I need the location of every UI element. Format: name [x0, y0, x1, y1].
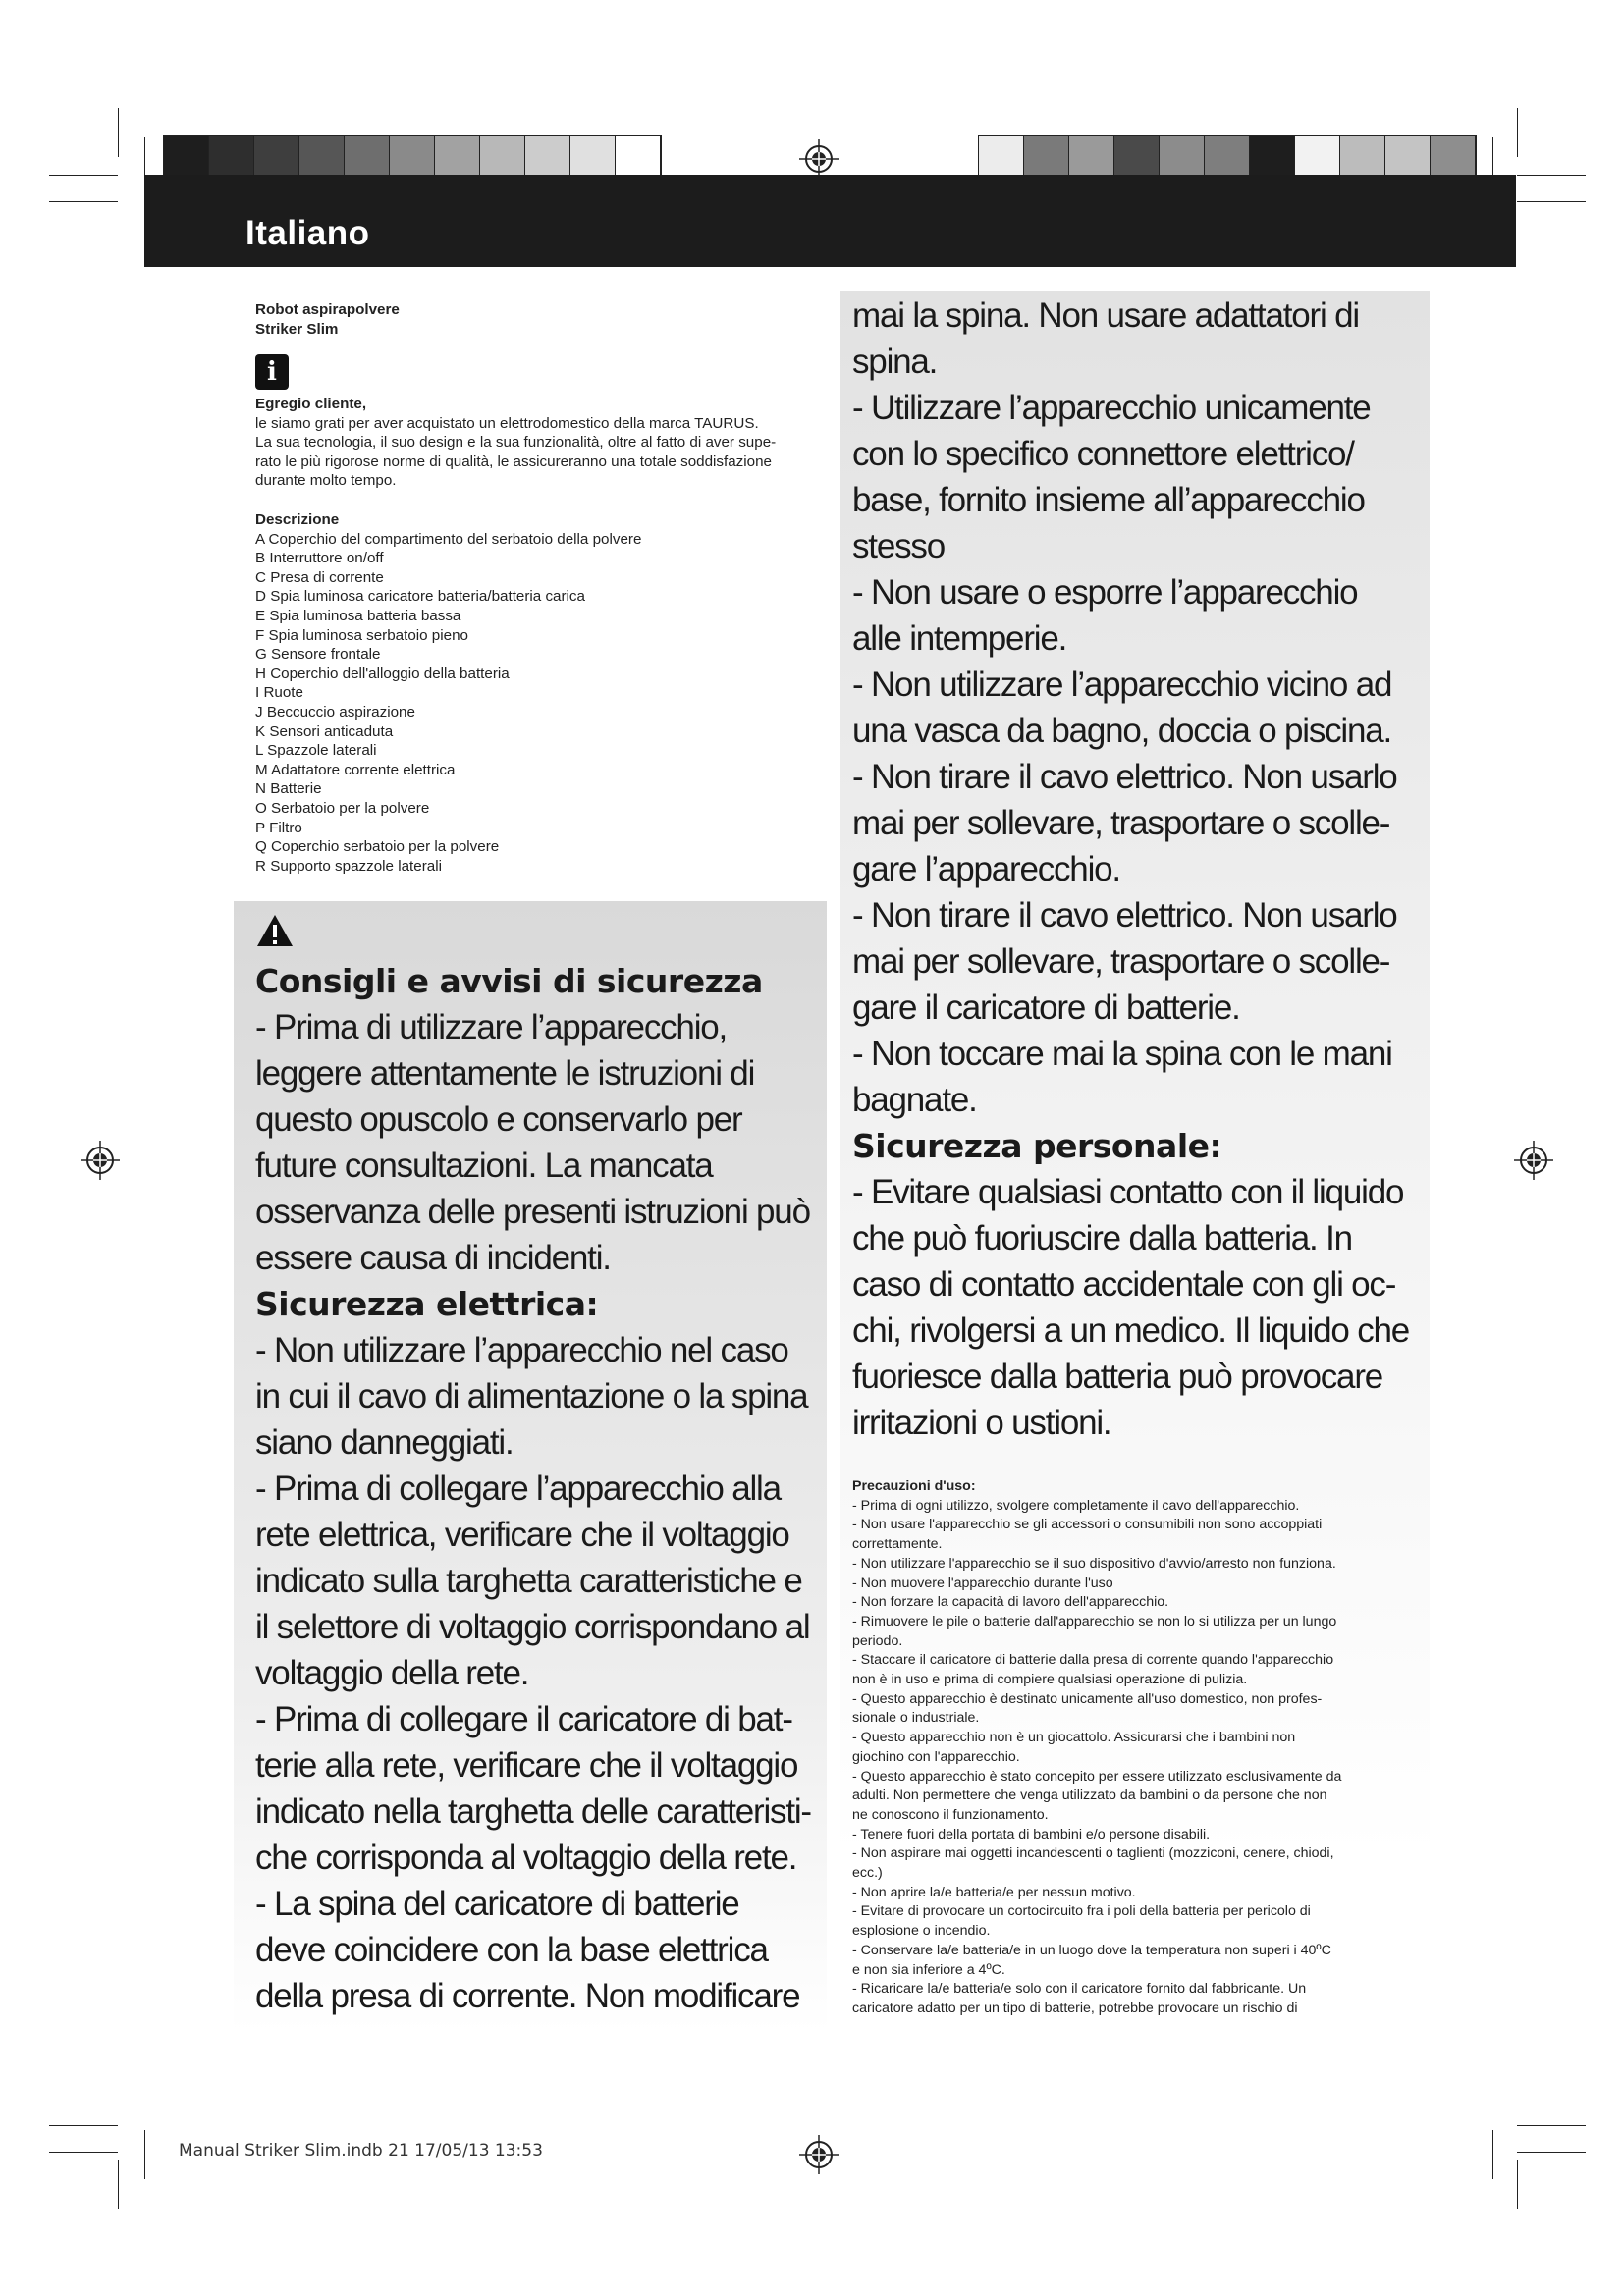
description-item: H Coperchio dell'alloggio della batteria: [255, 665, 510, 682]
electric-safety-title: Sicurezza elettrica:: [255, 1285, 599, 1323]
crop-mark: [1492, 2130, 1493, 2179]
precaution-line: - Non usare l'apparecchio se gli accessori o consumibili non sono accoppiati: [852, 1517, 1323, 1533]
text-line: che corrisponda al voltaggio della rete.: [255, 1839, 797, 1877]
text-line: in cui il cavo di alimentazione o la spina: [255, 1377, 808, 1415]
registration-mark-icon: [799, 2135, 839, 2174]
color-swatch: [1114, 136, 1160, 180]
description-item: A Coperchio del compartimento del serbatoio della polvere: [255, 530, 642, 548]
intro-text: [255, 414, 825, 491]
color-swatch: [345, 136, 390, 180]
color-swatch: [1069, 136, 1114, 180]
registration-mark-icon: [81, 1141, 120, 1180]
text-line: essere causa di incidenti.: [255, 1239, 611, 1277]
safety-intro-text: [255, 1004, 825, 1281]
crop-mark: [49, 2152, 118, 2153]
warning-triangle-icon: [255, 913, 295, 948]
electric-safety-text-continued: [852, 293, 1422, 1123]
electric-safety-text: [255, 1327, 825, 2019]
description-title: Descrizione: [255, 511, 340, 528]
text-line: deve coincidere con la base elettrica: [255, 1931, 768, 1969]
description-item: D Spia luminosa caricatore batteria/batteria carica: [255, 588, 585, 606]
crop-mark: [1517, 175, 1586, 176]
color-swatch: [1024, 136, 1069, 180]
color-swatch: [209, 136, 254, 180]
intro-line: durante molto tempo.: [255, 472, 397, 490]
safety-column-left: [255, 958, 825, 2019]
crop-mark: [1517, 2125, 1586, 2126]
precaution-line: - Questo apparecchio è stato concepito per essere utilizzato esclusivamente da: [852, 1768, 1342, 1785]
description-item: E Spia luminosa batteria bassa: [255, 607, 461, 624]
product-name-line1: Robot aspirapolvere: [255, 301, 400, 318]
safety-column-right: [852, 293, 1422, 1446]
precaution-line: - Non aspirare mai oggetti incandescenti o taglienti (mozziconi, cenere, chiodi,: [852, 1845, 1334, 1862]
text-line: - Non toccare mai la spina con le mani: [852, 1035, 1392, 1073]
color-swatch: [1160, 136, 1205, 180]
text-line: rete elettrica, verificare che il voltaggio: [255, 1516, 789, 1554]
text-line: della presa di corrente. Non modificare: [255, 1977, 800, 2015]
color-swatch: [979, 136, 1024, 180]
description-item: K Sensori anticaduta: [255, 722, 394, 740]
text-line: gare il caricatore di batterie.: [852, 988, 1240, 1027]
precaution-line: - Non utilizzare l'apparecchio se il suo dispositivo d'avvio/arresto non funziona.: [852, 1555, 1336, 1572]
text-line: spina.: [852, 343, 938, 381]
text-line: osservanza delle presenti istruzioni può: [255, 1193, 810, 1231]
description-item: F Spia luminosa serbatoio pieno: [255, 626, 468, 644]
description-item: N Batterie: [255, 780, 322, 798]
color-swatch: [390, 136, 435, 180]
precaution-line: - Questo apparecchio non è un giocattolo. Assicurarsi che i bambini non: [852, 1730, 1296, 1746]
product-title: [255, 300, 400, 339]
description-item: G Sensore frontale: [255, 646, 381, 664]
registration-mark-icon: [1514, 1141, 1553, 1180]
product-name-line2: Striker Slim: [255, 320, 339, 338]
precaution-line: - Tenere fuori della portata di bambini e/o persone disabili.: [852, 1826, 1211, 1842]
color-swatch: [1205, 136, 1250, 180]
color-swatch: [164, 136, 209, 180]
safety-title: Consigli e avvisi di sicurezza: [255, 962, 763, 1000]
color-swatch: [1340, 136, 1385, 180]
description-item: L Spazzole laterali: [255, 742, 377, 760]
color-swatch: [1250, 136, 1295, 180]
registration-mark-icon: [799, 139, 839, 179]
description-section: [255, 510, 825, 876]
color-swatch: [1385, 136, 1431, 180]
page-language-title: Italiano: [245, 214, 370, 252]
text-line: voltaggio della rete.: [255, 1654, 529, 1692]
precaution-line: periodo.: [852, 1632, 903, 1649]
text-line: questo opuscolo e conservarlo per: [255, 1100, 742, 1139]
crop-mark: [1517, 201, 1586, 202]
text-line: - Prima di collegare l’apparecchio alla: [255, 1469, 781, 1508]
text-line: gare l’apparecchio.: [852, 850, 1120, 888]
text-line: mai per sollevare, trasportare o scolle-: [852, 942, 1390, 981]
intro-section: [255, 395, 825, 491]
text-line: stesso: [852, 527, 945, 565]
text-line: mai per sollevare, trasportare o scolle-: [852, 804, 1390, 842]
text-line: - Prima di utilizzare l’apparecchio,: [255, 1008, 728, 1046]
text-line: - Non utilizzare l’apparecchio nel caso: [255, 1331, 788, 1369]
text-line: alle intemperie.: [852, 619, 1067, 658]
text-line: - La spina del caricatore di batterie: [255, 1885, 739, 1923]
text-line: indicato sulla targhetta caratteristiche e: [255, 1562, 802, 1600]
precaution-line: ne conoscono il funzionamento.: [852, 1806, 1049, 1823]
precaution-line: adulti. Non permettere che venga utilizzato da bambini o da persone che non: [852, 1788, 1327, 1804]
description-item: O Serbatoio per la polvere: [255, 799, 430, 817]
text-line: mai la spina. Non usare adattatori di: [852, 296, 1359, 335]
crop-mark: [118, 2160, 119, 2209]
precaution-line: - Rimuovere le pile o batterie dall'apparecchio se non lo si utilizza per un lungo: [852, 1613, 1337, 1629]
precautions-list: [852, 1497, 1422, 2019]
text-line: fuoriesce dalla batteria può provocare: [852, 1358, 1383, 1396]
color-swatch: [480, 136, 525, 180]
text-line: - Non usare o esporre l’apparecchio: [852, 573, 1358, 612]
text-line: future consultazioni. La mancata: [255, 1147, 713, 1185]
intro-line: La sua tecnologia, il suo design e la sua funzionalità, oltre al fatto di aver supe-: [255, 434, 777, 452]
text-line: indicato nella targhetta delle caratteristi-: [255, 1792, 811, 1831]
precaution-line: ecc.): [852, 1865, 883, 1882]
precaution-line: - Non forzare la capacità di lavoro dell'apparecchio.: [852, 1594, 1169, 1611]
text-line: - Prima di collegare il caricatore di bat-: [255, 1700, 792, 1738]
intro-line: le siamo grati per aver acquistato un elettrodomestico della marca TAURUS.: [255, 414, 759, 432]
crop-mark: [49, 201, 118, 202]
text-line: bagnate.: [852, 1081, 977, 1119]
precaution-line: esplosione o incendio.: [852, 1923, 991, 1940]
precautions-title: Precauzioni d'uso:: [852, 1478, 976, 1494]
text-line: caso di contatto accidentale con gli oc-: [852, 1265, 1396, 1304]
precaution-line: - Non muovere l'apparecchio durante l'uso: [852, 1575, 1113, 1591]
greeting: Egregio cliente,: [255, 396, 367, 412]
crop-mark: [1517, 108, 1518, 157]
precaution-line: - Prima di ogni utilizzo, svolgere completamente il cavo dell'apparecchio.: [852, 1497, 1300, 1514]
text-line: base, fornito insieme all’apparecchio: [852, 481, 1365, 519]
color-swatch: [525, 136, 570, 180]
personal-safety-text: [852, 1169, 1422, 1446]
description-item: Q Coperchio serbatoio per la polvere: [255, 838, 500, 856]
description-item: R Supporto spazzole laterali: [255, 857, 442, 875]
precautions-section: [852, 1477, 1422, 2019]
color-swatch: [299, 136, 345, 180]
color-swatch: [254, 136, 299, 180]
color-swatch: [435, 136, 480, 180]
description-list: [255, 530, 825, 877]
precaution-line: - Conservare la/e batteria/e in un luogo dove la temperatura non superi i 40ºC: [852, 1942, 1331, 1958]
description-item: I Ruote: [255, 684, 303, 702]
precaution-line: sionale o industriale.: [852, 1710, 980, 1727]
text-line: - Non tirare il cavo elettrico. Non usarlo: [852, 896, 1397, 934]
text-line: - Evitare qualsiasi contatto con il liquido: [852, 1173, 1404, 1211]
personal-safety-title: Sicurezza personale:: [852, 1127, 1222, 1165]
precaution-line: giochino con l'apparecchio.: [852, 1748, 1020, 1765]
crop-mark: [1517, 2152, 1586, 2153]
precaution-line: - Non aprire la/e batteria/e per nessun motivo.: [852, 1884, 1136, 1900]
precaution-line: e non sia inferiore a 4ºC.: [852, 1961, 1005, 1978]
description-item: P Filtro: [255, 819, 302, 836]
text-line: siano danneggiati.: [255, 1423, 514, 1462]
description-item: M Adattatore corrente elettrica: [255, 761, 456, 778]
text-line: - Utilizzare l’apparecchio unicamente: [852, 389, 1371, 427]
text-line: con lo specifico connettore elettrico/: [852, 435, 1354, 473]
info-icon: i: [255, 354, 289, 390]
precaution-line: - Staccare il caricatore di batterie dalla presa di corrente quando l'apparecchio: [852, 1652, 1334, 1669]
intro-line: rato le più rigorose norme di qualità, le assicureranno una totale soddisfazione: [255, 453, 772, 470]
precaution-line: correttamente.: [852, 1536, 943, 1553]
crop-mark: [49, 175, 118, 176]
crop-mark: [118, 108, 119, 157]
crop-mark: [144, 2130, 145, 2179]
description-item: B Interruttore on/off: [255, 550, 384, 567]
text-line: - Non utilizzare l’apparecchio vicino ad: [852, 666, 1392, 704]
precaution-line: - Evitare di provocare un cortocircuito fra i poli della batteria per pericolo di: [852, 1903, 1311, 1920]
precaution-line: non è in uso e prima di compiere qualsiasi operazione di pulizia.: [852, 1672, 1248, 1688]
crop-mark: [1517, 2160, 1518, 2209]
color-swatch: [1431, 136, 1476, 180]
text-line: terie alla rete, verificare che il voltaggio: [255, 1746, 798, 1785]
precaution-line: - Questo apparecchio è destinato unicamente all'uso domestico, non profes-: [852, 1690, 1323, 1707]
text-line: leggere attentamente le istruzioni di: [255, 1054, 755, 1093]
footer-file-info: Manual Striker Slim.indb 21 17/05/13 13:53: [179, 2141, 543, 2161]
color-swatch: [616, 136, 661, 180]
text-line: il selettore di voltaggio corrispondano al: [255, 1608, 810, 1646]
crop-mark: [49, 2125, 118, 2126]
text-line: irritazioni o ustioni.: [852, 1404, 1111, 1442]
text-line: chi, rivolgersi a un medico. Il liquido che: [852, 1311, 1410, 1350]
description-item: C Presa di corrente: [255, 568, 384, 586]
color-swatch: [570, 136, 616, 180]
precaution-line: - Ricaricare la/e batteria/e solo con il caricatore fornito dal fabbricante. Un: [852, 1981, 1307, 1998]
precaution-line: caricatore adatto per un tipo di batterie, potrebbe provocare un rischio di: [852, 2000, 1298, 2016]
text-line: - Non tirare il cavo elettrico. Non usarlo: [852, 758, 1397, 796]
text-line: una vasca da bagno, doccia o piscina.: [852, 712, 1392, 750]
color-swatch: [1295, 136, 1340, 180]
description-item: J Beccuccio aspirazione: [255, 703, 415, 721]
text-line: che può fuoriuscire dalla batteria. In: [852, 1219, 1352, 1257]
